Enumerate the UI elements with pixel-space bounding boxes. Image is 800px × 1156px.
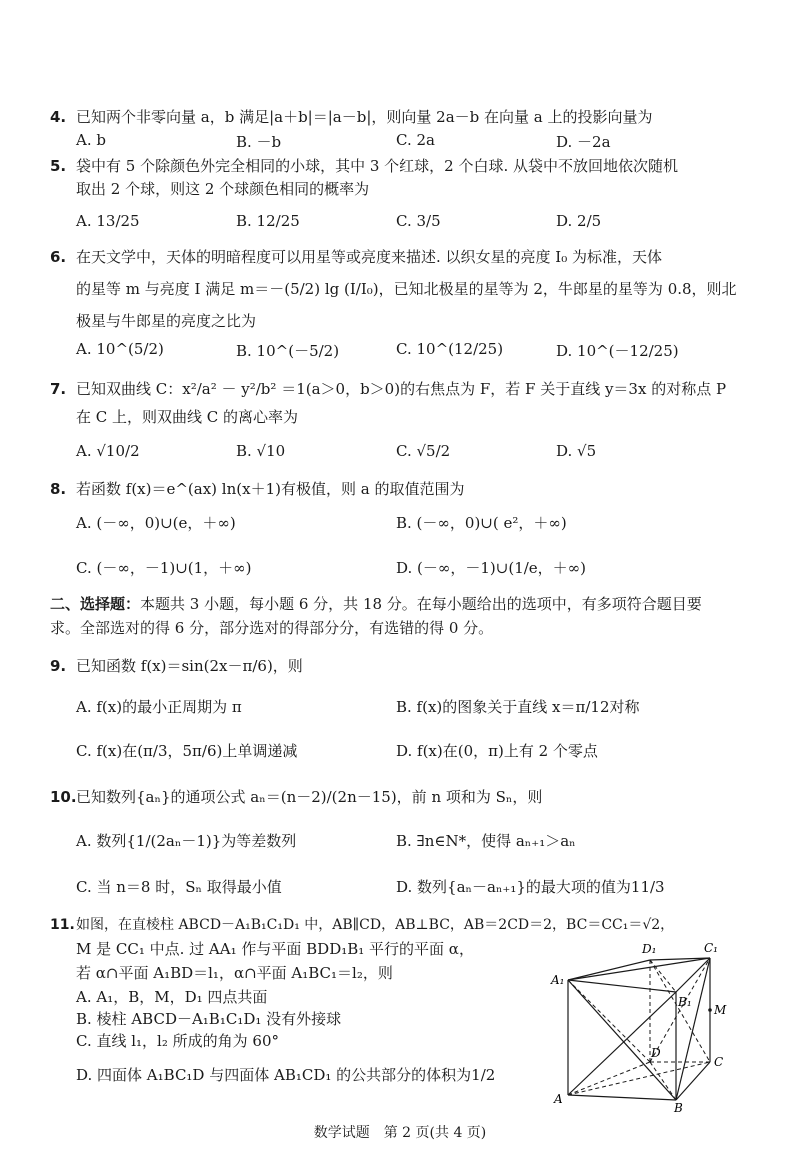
edge-a1-d1 xyxy=(568,960,650,980)
q8-option-b: B. (－∞，0)∪( e²，＋∞) xyxy=(396,514,567,532)
label-m: M xyxy=(714,1003,727,1017)
q6-stem-line3: 极星与牛郎星的亮度之比为 xyxy=(76,312,257,330)
label-a: A xyxy=(554,1092,563,1106)
q11-option-c: C. 直线 l₁，l₂ 所成的角为 60° xyxy=(76,1032,279,1050)
q4-option-a: A. b xyxy=(76,131,106,149)
question-number: 9. xyxy=(50,657,67,675)
diag-a-b1 xyxy=(568,992,676,1095)
q9-option-c: C. f(x)在(π/3，5π/6)上单调递减 xyxy=(76,742,298,760)
section-2-text-1: 本题共 3 小题，每小题 6 分，共 18 分。在每小题给出的选项中，有多项符合题目要 xyxy=(140,595,702,613)
q5-stem-line1 xyxy=(50,155,678,176)
q5-option-b: B. 12/25 xyxy=(236,212,300,230)
q10-option-d: D. 数列{aₙ－aₙ₊₁}的最大项的值为11/3 xyxy=(396,878,665,896)
q7-stem-line2: 在 C 上，则双曲线 C 的离心率为 xyxy=(76,408,299,426)
q10-option-c: C. 当 n＝8 时，Sₙ 取得最小值 xyxy=(76,878,282,896)
q11-option-b: B. 棱柱 ABCD－A₁B₁C₁D₁ 没有外接球 xyxy=(76,1010,342,1028)
q6-stem-line2: 的星等 m 与亮度 I 满足 m＝－(5/2) lg (I/I₀)，已知北极星的星等为 2，牛郎星的星等为 0.8，则北 xyxy=(76,280,737,298)
q8-text: 若函数 f(x)＝e^(ax) ln(x＋1)有极值，则 a 的取值范围为 xyxy=(76,480,465,498)
q7-text-1: 已知双曲线 C：x²/a² － y²/b² ＝1(a＞0，b＞0)的右焦点为 F，若 F 关于直线 y＝3x 的对称点 P xyxy=(76,380,727,398)
q4-option-b: B. －b xyxy=(236,133,282,151)
q5-text-1: 袋中有 5 个除颜色外完全相同的小球，其中 3 个红球，2 个白球. 从袋中不放回地依次随机 xyxy=(76,157,679,175)
q11-option-d: D. 四面体 A₁BC₁D 与四面体 AB₁CD₁ 的公共部分的体积为1/2 xyxy=(76,1066,496,1084)
q8-option-d: D. (－∞，－1)∪(1/e，＋∞) xyxy=(396,559,587,577)
q6-stem-line1 xyxy=(50,246,662,267)
q10-option-b: B. ∃n∈N*，使得 aₙ₊₁＞aₙ xyxy=(396,832,576,850)
label-a1: A₁ xyxy=(551,973,565,987)
section-2-header xyxy=(50,592,750,640)
q6-option-b: B. 10^(－5/2) xyxy=(236,342,340,360)
label-c1: C₁ xyxy=(704,941,718,955)
question-number: 5. xyxy=(50,157,67,175)
question-number: 11. xyxy=(50,917,75,933)
section-2-title: 二、选择题： xyxy=(50,595,141,613)
diag-a1-c1 xyxy=(568,958,710,980)
q6-text-1: 在天文学中，天体的明暗程度可以用星等或亮度来描述. 以织女星的亮度 I₀ 为标准，天体 xyxy=(76,248,663,266)
label-c: C xyxy=(714,1055,724,1069)
diag-b-c1 xyxy=(676,958,710,1100)
q10-stem xyxy=(50,786,542,807)
diag-a1-b xyxy=(568,980,676,1100)
point-m xyxy=(708,1008,712,1012)
q6-option-d: D. 10^(－12/25) xyxy=(556,342,679,360)
q5-stem-line2: 取出 2 个球，则这 2 个球颜色相同的概率为 xyxy=(76,180,370,198)
q4-stem xyxy=(50,106,653,127)
q9-text: 已知函数 f(x)＝sin(2x－π/6)，则 xyxy=(76,657,303,675)
label-b: B xyxy=(674,1101,683,1115)
q8-stem xyxy=(50,478,464,499)
q7-option-c: C. √5/2 xyxy=(396,442,451,460)
q5-option-d: D. 2/5 xyxy=(556,212,602,230)
q7-stem-line1 xyxy=(50,378,726,399)
q7-option-b: B. √10 xyxy=(236,442,286,460)
page-footer: 数学试题 第 2 页(共 4 页) xyxy=(313,1125,487,1141)
q5-option-a: A. 13/25 xyxy=(76,212,140,230)
prism-figure xyxy=(548,940,728,1115)
q11-stem-line2: M 是 CC₁ 中点. 过 AA₁ 作与平面 BDD₁B₁ 平行的平面 α， xyxy=(76,940,474,958)
q4-option-c: C. 2a xyxy=(396,131,435,149)
q9-option-d: D. f(x)在(0，π)上有 2 个零点 xyxy=(396,742,598,760)
edge-a1-b1 xyxy=(568,980,676,992)
q4-option-d: D. －2a xyxy=(556,133,611,151)
label-d: D xyxy=(651,1046,661,1060)
q10-text: 已知数列{aₙ}的通项公式 aₙ＝(n－2)/(2n－15)，前 n 项和为 Sₙ，则 xyxy=(76,788,543,806)
question-number: 10. xyxy=(50,788,77,806)
q8-option-a: A. (－∞，0)∪(e，＋∞) xyxy=(76,514,236,532)
label-d1: D₁ xyxy=(642,942,657,956)
q9-option-b: B. f(x)的图象关于直线 x＝π/12对称 xyxy=(396,698,640,716)
hidden-diag-d-b xyxy=(650,1062,676,1100)
q6-option-a: A. 10^(5/2) xyxy=(76,340,164,358)
question-number: 4. xyxy=(50,108,67,126)
q11-text-1: 如图，在直棱柱 ABCD－A₁B₁C₁D₁ 中，AB∥CD，AB⊥BC，AB＝2CD＝2，BC＝CC₁＝√2， xyxy=(76,917,675,933)
question-number: 6. xyxy=(50,248,67,266)
q4-text: 已知两个非零向量 a，b 满足|a＋b|＝|a－b|，则向量 2a－b 在向量 a 上的投影向量为 xyxy=(76,108,653,126)
q6-option-c: C. 10^(12/25) xyxy=(396,340,504,358)
q7-option-d: D. √5 xyxy=(556,442,597,460)
label-b1: B₁ xyxy=(678,995,692,1009)
q10-option-a: A. 数列{1/(2aₙ－1)}为等差数列 xyxy=(76,832,297,850)
hidden-diag-a-c xyxy=(568,1062,710,1095)
q11-stem-line3: 若 α∩平面 A₁BD＝l₁，α∩平面 A₁BC₁＝l₂，则 xyxy=(76,964,393,982)
question-number: 8. xyxy=(50,480,67,498)
q9-option-a: A. f(x)的最小正周期为 π xyxy=(76,698,242,716)
edge-a-b xyxy=(568,1095,676,1100)
hidden-diag-a1-d xyxy=(568,980,650,1062)
q5-option-c: C. 3/5 xyxy=(396,212,441,230)
q7-option-a: A. √10/2 xyxy=(76,442,140,460)
question-number: 7. xyxy=(50,380,67,398)
q9-stem xyxy=(50,655,303,676)
q8-option-c: C. (－∞，－1)∪(1，＋∞) xyxy=(76,559,252,577)
q11-stem-line1 xyxy=(50,914,674,934)
q11-option-a: A. A₁，B，M，D₁ 四点共面 xyxy=(76,988,268,1006)
section-2-text-2: 求。全部选对的得 6 分，部分选对的得部分分，有选错的得 0 分。 xyxy=(50,619,494,637)
